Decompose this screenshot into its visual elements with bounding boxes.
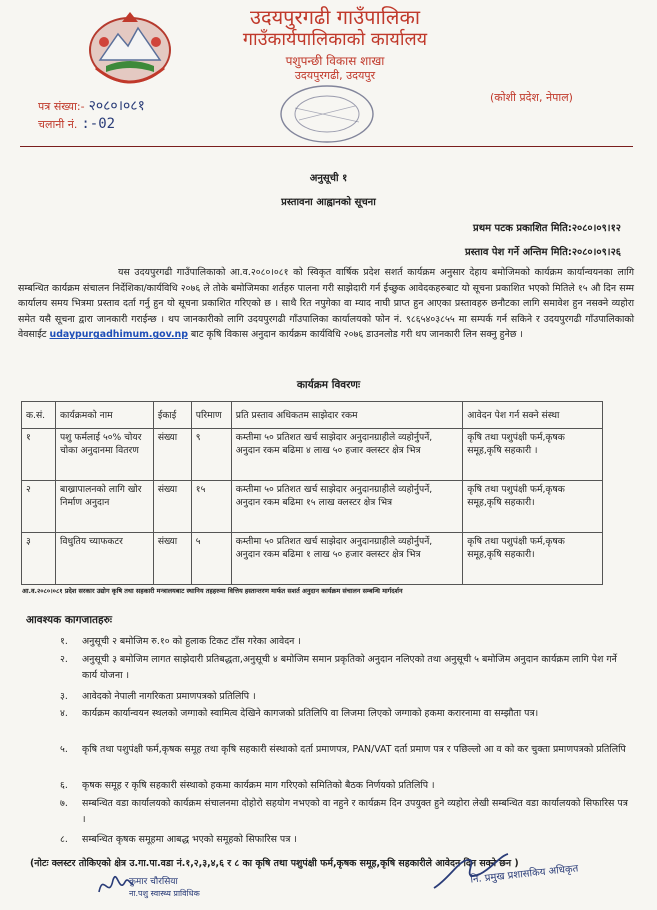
program-table-title: कार्यक्रम विवरणः: [296, 379, 361, 391]
header-eligible-applicants: आवेदन पेश गर्न सक्ने संस्था: [463, 402, 603, 429]
list-item: [60, 689, 630, 705]
left-signatory-designation: ना.पशु स्वास्थ्य प्राविधिक: [129, 889, 200, 898]
item-number: ४.: [60, 708, 68, 719]
office-stamp-icon: [275, 78, 380, 146]
list-item: [60, 742, 630, 758]
table-row: [22, 481, 603, 533]
nepal-emblem-icon: [84, 8, 176, 86]
item-text: अनुसूची ३ बमोजिम लागत साझेदारी प्रतिबद्धता,अनुसूची ४ बमोजिम समान प्रकृतिको अनुदान नलिएको तथा अनुसूची ५ बमोजिम अनुदान कार्यक्रम लागि पेश गर्ने कार्य योजना ।: [82, 654, 617, 681]
item-number: ६.: [60, 780, 68, 791]
cell-max-amount: कम्तीमा ५० प्रतिशत खर्च साझेदार अनुदानग्राहीले व्यहोर्नुपर्ने, अनुदान रकम बढिमा १५ लाख क्लस्टर क्षेत्र भित्र: [231, 481, 462, 533]
item-text: सम्बन्धित वडा कार्यालयको कार्यक्रम संचालनमा दोहोरो सहयोग नभएको वा नहुने र कार्यक्रम दिन उपयुक्त हुने व्यहोरा लेखी सम्बन्धित वडा कार्यालयको सिफारिस पत्र ।: [82, 798, 628, 825]
table-footnote: आ.व.२०८०।०८१ प्रदेश सरकार उद्योग कृषि तथा सहकारी मन्त्रालयबाट स्थानिय तहहरुमा वित्तिय हस्तान्तरण मार्फत सशर्त अनुदान कार्यक्रम संचालन सम्बन्धि मार्गदर्शन: [22, 587, 403, 595]
left-signature: [95, 864, 235, 910]
notice-body-text: यस उदयपुरगढी गाउँपालिकाको आ.व.२०८०।०८१ को स्विकृत वार्षिक प्रदेश सशर्त कार्यक्रम अनुसार देहाय बमोजिमको कार्यक्रम कार्यान्वयनका लागि सम्बन्धित कार्यक्रम संचालन निर्देशिका/कार्यविधि २०७६ ले तोके बमोजिमका शर्तहरु पालना गरी साझेदारी गर्न ईच्छुक आवेदकहरुबाट यो सूचना प्रकाशित भएको मितिले १५ औ दिन सम्म कार्यालय समय भित्रमा प्रस्ताव दर्ता गर्नु हुन यो सूचना प्रकाशित गरिएको छ । साथै रित नपुगेका वा म्याद नाघी प्राप्त हुन आएका प्रस्तावहरु छनौटका लागि समावेश हुन नसक्ने व्यहोरा समेत यसै सूचना द्वारा जानकारी गराईन्छ । थप जानकारीको लागि उदयपुरगढी गाँउपालिका कार्यालयको फोन नं. ९८६५४०३८५५ मा सम्पर्क गर्न सकिने र उदयपुरगढी गाँउपालिकाको वेवसाईट: [18, 267, 634, 341]
item-text: आवेदको नेपाली नागरिकता प्रमाणपत्रको प्रतिलिपि ।: [82, 691, 256, 702]
letterhead: [205, 6, 465, 83]
cell-unit: संख्या: [153, 481, 191, 533]
header-max-amount: प्रति प्रस्ताव अधिकतम साझेदार रकम: [231, 402, 462, 429]
office-address: उदयपुरगढी, उदयपुर: [294, 69, 376, 82]
cell-eligible-applicants: कृषि तथा पशुपंक्षी फर्म,कृषक समूह,कृषि सहकारी।: [463, 533, 603, 585]
cell-serial: ३: [22, 533, 56, 585]
list-item: [60, 832, 630, 848]
branch-name: पशुपन्छी विकास शाखा: [285, 54, 385, 68]
list-item: [60, 652, 630, 683]
item-text: कार्यक्रम कार्यान्वयन स्थलको जग्गाको स्वामित्व देखिने कागजको प्रतिलिपि वा लिजमा लिएको जग्गाको हकमा करारनामा वा सम्झौता पत्र।: [82, 708, 539, 719]
item-text: सम्बन्धित कृषक समूहमा आबद्ध भएको समूहको सिफारिस पत्र ।: [82, 834, 297, 845]
dispatch-number: [38, 116, 115, 132]
table-row: [22, 429, 603, 481]
item-text: कृषक समूह र कृषि सहकारी संस्थाको हकमा कार्यक्रम माग गरिएको समितिको बैठक निर्णयको प्रतिलिपि ।: [82, 780, 435, 791]
dispatch-value: :-02: [81, 116, 116, 132]
header-unit: ईकाई: [153, 402, 191, 429]
right-signatory-designation: नि. प्रमुख प्रशासकिय अधिकृत: [469, 863, 579, 886]
cell-quantity: ९: [191, 429, 231, 481]
cell-program-name: विधुतिय च्याफकटर: [55, 533, 153, 585]
cell-max-amount: कम्तीमा ५० प्रतिशत खर्च साझेदार अनुदानग्राहीले व्यहोर्नुपर्ने, अनुदान रकम बढिमा ४ लाख ५० हजार क्लस्टर क्षेत्र भित्र: [231, 429, 462, 481]
cell-unit: संख्या: [153, 429, 191, 481]
website-link[interactable]: udaypurgadhimum.gov.np: [49, 329, 188, 341]
item-number: १.: [60, 636, 68, 647]
item-number: ३.: [60, 691, 68, 702]
list-item: [60, 706, 630, 722]
table-header-row: [22, 402, 603, 429]
ref-value: २०८०।०८१: [88, 98, 145, 114]
dispatch-label: चलानी नं.: [38, 118, 78, 131]
cell-max-amount: कम्तीमा ५० प्रतिशत खर्च साझेदार अनुदानग्राहीले व्यहोर्नुपर्ने, अनुदान रकम बढिमा १ लाख ५० हजार क्लस्टर क्षेत्र भित्र: [231, 533, 462, 585]
province-label: (कोशी प्रदेश, नेपाल): [490, 91, 573, 104]
cell-eligible-applicants: कृषि तथा पशुपंक्षी फर्म,कृषक समूह,कृषि सहकारी।: [463, 481, 603, 533]
item-number: ५.: [60, 744, 68, 755]
cell-unit: संख्या: [153, 533, 191, 585]
cell-serial: २: [22, 481, 56, 533]
item-text: कृषि तथा पशुपंक्षी फर्म,कृषक समूह तथा कृषि सहकारी संस्थाको दर्ता प्रमाणपत्र, PAN/VAT दर्ता प्रमाण पत्र र पछिल्लो आ व को कर चुक्ता प्रमाणपत्रको प्रतिलिपि: [82, 744, 626, 755]
table-row: [22, 533, 603, 585]
cell-eligible-applicants: कृषि तथा पशुपंक्षी फर्म,कृषक समूह,कृषि सहकारी ।: [463, 429, 603, 481]
item-text: अनुसूची २ बमोजिम रु.१० को हुलाक टिकट टाँस गरेका आवेदन ।: [82, 636, 301, 647]
item-number: ८.: [60, 834, 68, 845]
notice-body: [18, 265, 634, 343]
list-item: [60, 634, 630, 650]
ref-label: पत्र संख्या:-: [38, 100, 85, 113]
header-divider: [20, 146, 633, 147]
cell-program-name: बाख्रापालनको लागि खोर निर्माण अनुदान: [55, 481, 153, 533]
item-number: २.: [60, 654, 68, 665]
notice-body-text-end: बाट कृषि विकास अनुदान कार्यक्रम कार्यविधि २०७६ डाउनलोड गरी थप जानकारी लिन सक्नु हुनेछ ।: [190, 329, 523, 341]
list-item: [60, 778, 630, 794]
header-program-name: कार्यक्रमको नाम: [55, 402, 153, 429]
cell-quantity: १५: [191, 481, 231, 533]
annex-heading: अनुसूची १: [309, 173, 348, 184]
documents-title: आवश्यक कागजातहरुः: [26, 614, 113, 626]
notice-title: प्रस्तावना आह्वानको सूचना: [281, 197, 376, 208]
left-signatory-name: कुमार चौरसिया: [129, 877, 178, 887]
right-signature: [430, 848, 640, 898]
header-serial: क.सं.: [22, 402, 56, 429]
item-number: ७.: [60, 798, 68, 809]
letter-reference: [38, 96, 145, 115]
cell-serial: १: [22, 429, 56, 481]
cluster-note: (नोटः क्लस्टर तोकिएको क्षेत्र उ.गा.पा.वडा नं.१,२,३,४,६ र ८ का कृषि तथा पशुपंक्षी फर्म,कृषक समूह,कृषि सहकारीले आवेदन दिन सक्ने छन ): [30, 858, 519, 869]
header-quantity: परिमाण: [191, 402, 231, 429]
list-item: [60, 796, 630, 827]
program-table: [21, 401, 603, 585]
first-published-date: प्रथम पटक प्रकाशित मिति:२०८०।०९।१२: [473, 223, 621, 234]
deadline-date: प्रस्ताव पेश गर्ने अन्तिम मिति:२०८०।०९।२६: [464, 247, 621, 258]
office-name: गाउँकार्यपालिकाको कार्यालय: [242, 29, 428, 50]
cell-quantity: ५: [191, 533, 231, 585]
cell-program-name: पशु फर्मलाई ५०% चोयर चोका अनुदानमा वितरण: [55, 429, 153, 481]
municipality-name: उदयपुरगढी गाउँपालिका: [250, 5, 420, 29]
